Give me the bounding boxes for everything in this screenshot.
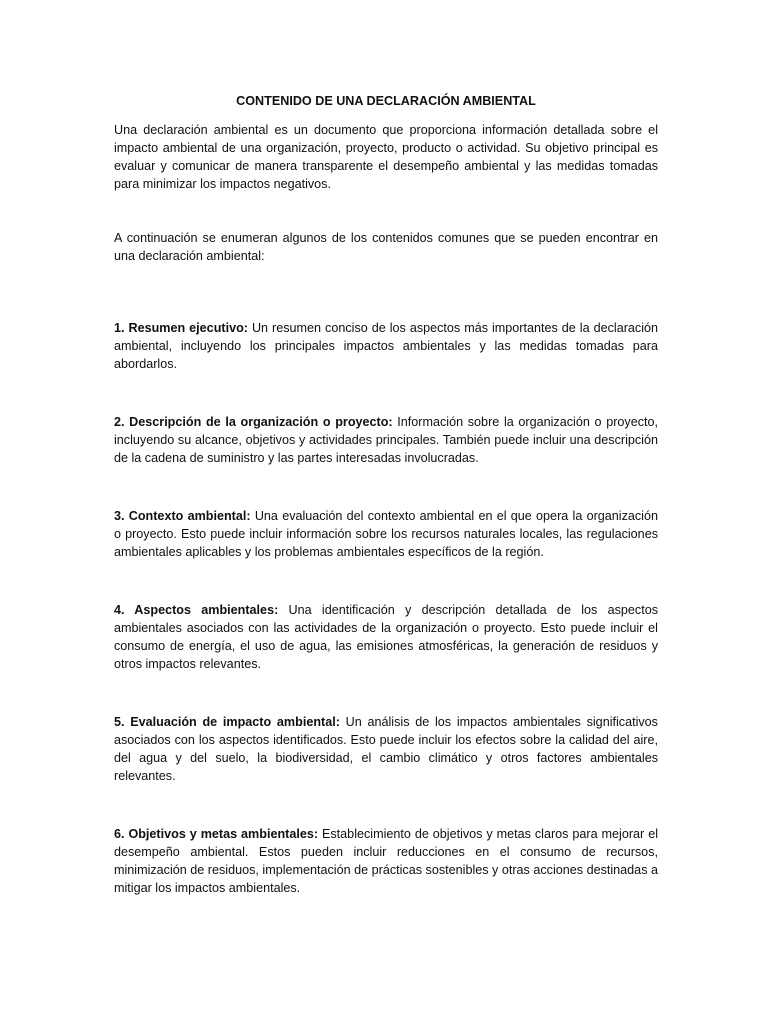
section-1-paragraph: [114, 319, 658, 373]
lead-paragraph: A continuación se enumeran algunos de los contenidos comunes que se pueden encontrar en una declaración ambiental:: [114, 231, 658, 263]
intro-paragraph: Una declaración ambiental es un documento que proporciona información detallada sobre el impacto ambiental de una organización, proyecto, producto o actividad. Su objetivo principal es evaluar y comunicar de manera transparente el desempeño ambiental y las medidas tomadas para minimizar los impactos negativos.: [114, 123, 658, 191]
section-2-paragraph: [114, 413, 658, 467]
section-4-text: Una identificación y descripción detallada de los aspectos ambientales asociados con las actividades de la organización o proyecto. Esto puede incluir el consumo de energía, el uso de agua, las emisiones atmosféricas, la generación de residuos y otros impactos relevantes.: [114, 603, 658, 671]
section-2-text: Información sobre la organización o proyecto, incluyendo su alcance, objetivos y actividades principales. También puede incluir una descripción de la cadena de suministro y las partes interesadas involucradas.: [114, 415, 658, 465]
section-4-heading: 4. Aspectos ambientales:: [114, 603, 279, 617]
section-3-paragraph: [114, 507, 658, 561]
section-4-paragraph: [114, 601, 658, 673]
section-1-text: Un resumen conciso de los aspectos más importantes de la declaración ambiental, incluyendo los principales impactos ambientales y las medidas tomadas para abordarlos.: [114, 321, 658, 371]
section-6-text: Establecimiento de objetivos y metas claros para mejorar el desempeño ambiental. Estos pueden incluir reducciones en el consumo de recursos, minimización de residuos, implementación de prácticas sostenibles y otras acciones destinadas a mitigar los impactos ambientales.: [114, 827, 658, 895]
section-3-heading: 3. Contexto ambiental:: [114, 509, 251, 523]
section-5-text: Un análisis de los impactos ambientales significativos asociados con los aspectos identificados. Esto puede incluir los efectos sobre la calidad del aire, del agua y del suelo, la biodiversidad, el cambio climático y otros factores ambientales relevantes.: [114, 715, 658, 783]
section-5-heading: 5. Evaluación de impacto ambiental:: [114, 715, 340, 729]
document-content: [114, 92, 658, 937]
section-6-paragraph: [114, 825, 658, 897]
section-5-paragraph: [114, 713, 658, 785]
section-1-heading: 1. Resumen ejecutivo:: [114, 321, 248, 335]
section-3-text: Una evaluación del contexto ambiental en el que opera la organización o proyecto. Esto puede incluir información sobre los recursos naturales locales, las regulaciones ambientales aplicables y los problemas ambientales específicos de la región.: [114, 509, 658, 559]
section-2-heading: 2. Descripción de la organización o proyecto:: [114, 415, 393, 429]
section-6-heading: 6. Objetivos y metas ambientales:: [114, 827, 319, 841]
document-title: CONTENIDO DE UNA DECLARACIÓN AMBIENTAL: [236, 94, 536, 108]
